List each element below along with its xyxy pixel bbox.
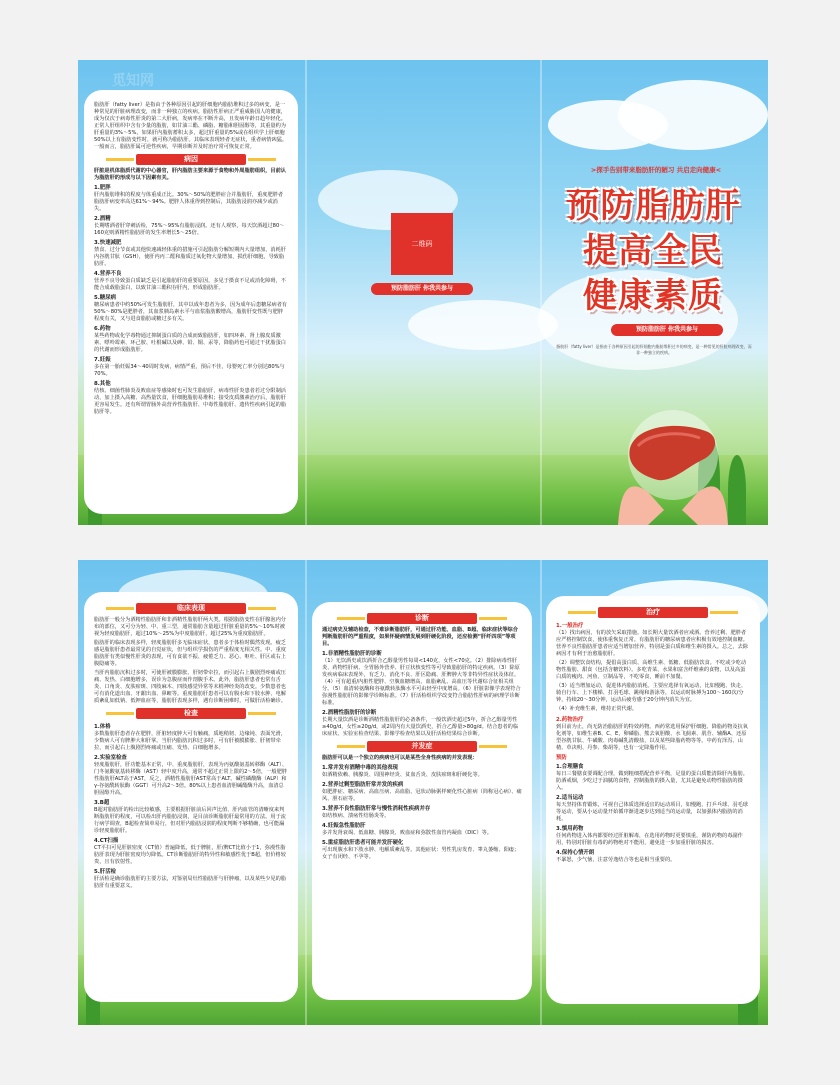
section-item-title: 1.合理膳食 bbox=[556, 764, 584, 770]
cover-small-text: 脂肪肝（fatty liver）是指由于各种原因引起的肝细胞内脂肪堆积过多的病变，是一种常见的肝脏病理改变，而非一种独立的疾病。 bbox=[556, 344, 752, 355]
section-item-title: 8.其他 bbox=[94, 381, 111, 387]
panel-treatment bbox=[546, 596, 760, 1004]
prevention-list bbox=[556, 762, 750, 864]
section-item-text: 肝内脂肪堆积的程度与体重成正比。30%～50%的肥胖症合并脂肪肝，重度肥胖者脂肪肝病变率高达61%～94%。肥胖人体重得到控制后，其脂肪浸润亦减少或消失。 bbox=[94, 192, 284, 212]
cover-title-line3: 健康素质 bbox=[583, 276, 723, 316]
exam-list bbox=[94, 722, 288, 890]
section-item-text: 禁食、过分节食或其他快速减轻体重的措施可引起脂肪分解短期内大量增加，消耗肝内谷胱甘肽（GSH），使肝内丙二醛和脂质过氧化物大量增加，损伤肝细胞，导致脂肪肝。 bbox=[94, 247, 286, 267]
section-item-text: 多并发肾衰竭、低血糖、胰腺炎、败血症和弥散性血管内凝血（DIC）等。 bbox=[322, 830, 492, 836]
brochure-outside bbox=[78, 60, 768, 525]
section-item-text: 如酒精依赖、胰腺炎、周围神经炎、贫血舌炎、皮肤瘀斑和肝硬化等。 bbox=[322, 772, 483, 778]
section-item-title: 2.营养过剩型脂肪肝常并发的疾病 bbox=[322, 782, 404, 788]
section-item-text: 肝活检是确诊脂肪肝的主要方法，对鉴别局灶性脂肪肝与肝肿瘤，以及某些少见的脂肪肝有重要意义。 bbox=[94, 876, 286, 889]
section-item-title: 3.快速减肥 bbox=[94, 240, 122, 246]
cover-title-line1: 预防脂肪肝 bbox=[565, 186, 741, 226]
paragraph: （2）调整饮食结构，提倡高蛋白质、高维生素、低糖、低脂肪饮食。不吃或少吃动物性脂肪、甜食（包括含糖饮料）。多吃青菜、水果和富含纤维素的食物，以及高蛋白质的瘦肉、河鱼、豆制品等，不吃零食，睡前不加餐。 bbox=[556, 660, 747, 680]
intro-text: 脂肪肝（fatty liver）是指由于各种原因引起的肝细胞内脂肪堆积过多的病变，是一种常见的肝脏病理改变，而非一种独立的疾病。脂肪性肝病正严重威胁国人的健康，成为仅次于病毒性肝炎的第二大肝病，发病率在不断升高，且发病年龄日趋年轻化。正常人肝组织中含有少量的脂肪，如甘油三酯、磷脂、糖脂和胆固醇等，其重量约为肝重量的3%～5%，如果肝内脂肪蓄积太多，超过肝重量的5%或在组织学上肝细胞50%以上有脂肪变性时，就可称为脂肪肝。其临床表现轻者无症状，重者病情凶猛。一般而言，脂肪肝属可逆性疾病，早期诊断并及时治疗常可恢复正常。 bbox=[94, 102, 288, 150]
section-item-text: 某些药物或化学毒物通过抑制蛋白质的合成而致脂肪肝，如四环素、肾上腺皮质激素、嘌呤霉素、环己胺、吐根碱以及砷、铅、铜、汞等，降脂药也可通过干扰脂蛋白的代谢而形成脂肪肝。 bbox=[94, 333, 286, 353]
section-item-text: 长期嗜酒者肝穿刺活检，75%～95%有脂肪浸润。还有人观察，每天饮酒超过80～160克则酒精性脂肪肝的发生率增长5～25倍。 bbox=[94, 223, 285, 236]
panel-diagnosis bbox=[312, 602, 532, 1000]
cause-intro: 肝脏是机体脂质代谢的中心器官，肝内脂肪主要来源于食物和外周脂肪组织，目前认为脂肪肝的形成与以下因素有关。 bbox=[94, 168, 286, 181]
section-item-title: 2.实验室检查 bbox=[94, 755, 127, 761]
paragraph: （4）补充维生素，维持正常代谢。 bbox=[556, 706, 638, 712]
section-item-title: 5.肝活检 bbox=[94, 869, 116, 875]
section-item-title: 3.慎用药物 bbox=[556, 826, 584, 832]
section-item-text: 如肥胖症、糖尿病、高血压病、高血脂、冠状动脉粥样硬化性心脏病（简称冠心病）、痛风、胆石症等。 bbox=[322, 789, 522, 802]
section-item-text: CT平扫可见肝脏密度（CT值）普遍降低，低于脾脏，肝/脾CT比值小于1，弥漫性脂肪肝表现为肝脏密度均匀降低。CT诊断脂肪肝的特异性和敏感性优于B超，但价格较贵，且有放射性。 bbox=[94, 845, 286, 865]
complication-lead: 脂肪肝可以是一个独立的疾病也可以是某些全身性疾病的并发表现： bbox=[322, 755, 478, 761]
watermark: 觅知网 bbox=[112, 73, 154, 89]
paragraph: （3）适当增加运动，促进体内脂肪消耗。主要应选择有氧运动，比如慢跑、快走、骑自行车、上下楼梯、打羽毛球、跳绳和游泳等，以运动时脉搏为100～160次/分钟，持续20～30分钟，运动后疲劳感于20分钟内消失为宜。 bbox=[556, 683, 747, 703]
section-item-text: 可出现腹水和下肢水肿、电解质紊乱等。其他症状：男性乳房发育、睾丸萎缩、阳痿；女子有闭经、不孕等。 bbox=[322, 847, 520, 860]
section-item-text: 营养不良导致蛋白质缺乏是引起脂肪肝的重要原因，多见于摄食不足或消化障碍，不能合成载脂蛋白，以致甘油三酯积存肝内，形成脂肪肝。 bbox=[94, 278, 286, 291]
cause-header: 病因 bbox=[136, 154, 246, 165]
treatment-drug-title: 2.药物治疗 bbox=[556, 717, 584, 723]
qr-code bbox=[391, 213, 453, 275]
complication-list bbox=[322, 763, 522, 861]
liver-illustration bbox=[608, 410, 738, 525]
section-item-title: 5.糖尿病 bbox=[94, 295, 116, 301]
section-item-text: 结核、细菌性肺炎及败血症等感染时也可发生脂肪肝，病毒性肝炎患者若过分限制活动，加上摄入高糖、高热量饮食，肝细胞脂肪易堆积；接受皮质激素治疗后，脂肪肝更容易发生。还有所谓胃肠外高营养性脂肪肝、中毒性脂肪肝、遗传性疾病引起的脂肪肝等。 bbox=[94, 388, 286, 415]
section-item-title: 1.肥胖 bbox=[94, 185, 111, 191]
section-item-title: 1.常并发有酒精中毒的其他表现 bbox=[322, 765, 398, 771]
diagnosis-lead: 通过病史及辅助检查，不难诊断脂肪肝，可通过肝功能、血脂、B超、临床症状等综合判断脂肪肝的严重程度，如果怀疑病情发展到肝硬化阶段，还应检测“肝纤四项”等项目。 bbox=[322, 627, 518, 647]
treatment-drug-text: 到目前为止，尚无防治脂肪肝的特效药物。西药常选用保护肝细胞、降脂药物及抗氧化剂等，如维生素B、C、E，卵磷脂、熊去氧胆酸、水飞蓟素、肌苷、辅酶A、还原型谷胱甘肽、牛磺酸、肉毒碱乳清酸盐，以及某些降脂药物等等。中药有泽泻、山楂、草决明、丹参、柴胡等，也有一定降脂作用。 bbox=[556, 724, 748, 751]
cover-title-line2: 提高全民 bbox=[583, 231, 723, 271]
back-slogan: 预防脂肪肝 你我共参与 bbox=[371, 283, 473, 295]
treatment-general-title: 1.一般治疗 bbox=[556, 623, 584, 629]
complication-header: 并发症 bbox=[367, 741, 477, 752]
section-item-title: 4.CT扫描 bbox=[94, 838, 119, 844]
section-item-title: 4.妊娠急性脂肪肝 bbox=[322, 823, 366, 829]
section-item-text: 糖尿病患者中约50%可发生脂肪肝，其中以成年患者为多，因为成年后患糖尿病者有50%～80%是肥胖者，其血浆胰岛素水平与血浆脂肪酸增高，脂肪肝变性既与肥胖程度有关，又与进食脂肪或糖过多有关。 bbox=[94, 302, 288, 322]
section-item-title: 1.非酒精性脂肪肝的诊断 bbox=[322, 651, 382, 657]
cause-list bbox=[94, 183, 288, 416]
prevention-title: 预防 bbox=[556, 755, 567, 761]
panel-intro-causes bbox=[84, 90, 298, 514]
section-item-title: 3.营养不良性脂肪肝常与慢性消耗性疾病并存 bbox=[322, 806, 431, 812]
section-item-text: 每日三餐膳食要调配合理，做到粗细搭配营养平衡，足量的蛋白质能清除肝内脂肪。防酒戒烟，少吃过于油腻的食物，控制脂肪的摄入量，尤其是避免动物性脂肪的摄入。 bbox=[556, 771, 748, 791]
section-item-title: 2.酒精性脂肪肝的诊断 bbox=[322, 710, 377, 716]
clinical-text bbox=[94, 617, 288, 705]
paragraph: 当肝内脂肪沉积过多时，可使肝被膜膨胀、肝韧带牵拉，而引起右上腹剧烈疼痛或压痛、发热、白细胞增多，误诊为急腹症而作剖腹手术。此外，脂肪肝患者也常有舌炎、口角炎、皮肤瘀斑、四肢麻木、四肢感觉异常等末梢神经炎的改变。少数患者也可有消化道出血、牙龈出血、鼻衄等。重度脂肪肝患者可以有腹水和下肢水肿、电解质紊乱如低钠、低钾血症等，脂肪肝表现多样，遇有诊断困难时，可做肝活检确诊。 bbox=[94, 670, 286, 704]
section-item-text: （1）无饮酒史或饮酒折合乙醇量男性每周<140克，女性<70克。（2）排除病毒性肝炎、药物性肝病、全胃肠外营养、肝豆状核变性等可导致脂肪肝的特定疾病。（3）除原发疾病临床表现外，有乏力、消化不良、肝区隐痛、肝脾肿大等非特异性症状及体征。（4）可有超重/内脏性肥胖、空腹血糖增高、血脂紊乱、高血压等代谢综合征相关组分。（5）血清转氨酶和谷氨酰转肽酶水平可由轻至中度增高。（6）肝脏影像学表现符合弥漫性脂肪肝的影像学诊断标准。（7）肝活检组织学改变符合脂肪性肝病的病理学诊断标准。 bbox=[322, 658, 521, 706]
treatment-general-list bbox=[556, 630, 750, 713]
section-item-title: 4.保持心情开朗 bbox=[556, 850, 595, 856]
section-item-text: 不暴怒，少气恼，注意劳逸结合等也是相当重要的。 bbox=[556, 857, 676, 863]
exam-header: 检查 bbox=[136, 708, 246, 719]
section-item-text: 每天坚持体育锻炼，可视自己体质选择适宜的运动项目，如慢跑、打乒乓球、羽毛球等运动，要从小运动量开始循序渐进逐步达到适当的运动量，以加强体内脂肪的消耗。 bbox=[556, 802, 748, 822]
section-item-title: 3.B超 bbox=[94, 800, 110, 806]
cover-tagline: >探手告别带来脂肪肝的陋习 共启走向健康< bbox=[590, 166, 722, 174]
paragraph: 脂肪肝的临床表现多样，轻度脂肪肝多无临床症状，患者多于体检时偶然发现。疲乏感是脂肪肝患者最常见的自觉症状，但与组织学损伤的严重程度无相关性。中、重度脂肪肝有类似慢性肝炎的表现，可有食欲不振、疲倦乏力、恶心、呕吐、肝区或右上腹隐痛等。 bbox=[94, 640, 286, 667]
section-item-text: 如结核病、溃疡性结肠炎等。 bbox=[322, 813, 390, 819]
cover-slogan: 预防脂肪肝 你我共参与 bbox=[611, 324, 723, 336]
section-item-text: 轻度脂肪肝，肝功能基本正常，中、重度脂肪肝，表现为丙氨酸氨基转移酶（ALT）、门冬氨酸氨基转移酶（AST）轻中度升高，通常不超过正常上限的2～5倍，一般肥胖性脂肪肝ALT高于AST，反之，酒精性脂肪肝AST常高于ALT。碱性磷酸酶（ALP）和γ-谷氨酰转肽酶（GGT）可升高2～3倍。80%以上患者血清胆碱酯酶升高，血清总胆固醇升高。 bbox=[94, 762, 288, 796]
treatment-header: 治疗 bbox=[598, 607, 708, 618]
section-item-text: 多数脂肪肝患者存在肥胖，肝脏轻度肿大可有触痛，质地稍韧、边缘钝、表面光滑，少数病人可有脾肿大和肝掌。当肝内脂肪沉积过多时，可有肝被膜膨胀、肝韧带牵拉，而引起右上腹剧烈疼痛或压痛、发热、白细胞增多。 bbox=[94, 731, 286, 751]
paragraph: 脂肪肝一般分为酒精性脂肪肝和非酒精性脂肪肝两大类。根据脂肪变性在肝腺泡内分布的部位，又可分为轻、中、重三型，通常脂肪含量超过肝脏重量的5%～10%时被视为轻度脂肪肝，超过10%～25%为中度脂肪肝，超过25%为重度脂肪肝。 bbox=[94, 617, 286, 637]
section-item-text: B超对脂肪肝的检出比较敏感，主要根据肝脏前后回声比值、肝内血管的清晰度来判断脂肪肝的程度，可以检出肝内脂肪浸润，是目前诊断脂肪肝最常用的方法。用于流行病学调查，B超检查简单易行，但对肝内脂肪浸润的程度判断不够精确，也可能漏诊轻度脂肪肝。 bbox=[94, 807, 286, 834]
section-item-title: 2.适当运动 bbox=[556, 795, 584, 801]
section-item-title: 7.妊娠 bbox=[94, 357, 111, 363]
section-item-title: 1.体格 bbox=[94, 724, 111, 730]
section-item-title: 6.药物 bbox=[94, 326, 111, 332]
qr-label: 二维码 bbox=[411, 240, 433, 248]
paragraph: （1）找出病因，有的放矢采取措施。如长期大量饮酒者应戒酒。营养过剩、肥胖者应严格控制饮食，使体重恢复正常。有脂肪肝的糖尿病患者应积极有效地控制血糖。营养不良性脂肪肝患者应适当增加营养，特别是蛋白质和维生素的摄入。总之，去除病因才有利于治愈脂肪肝。 bbox=[556, 630, 748, 657]
section-item-text: 多在第一胎妊娠34～40周时发病，病情严重，预后不佳，母婴死亡率分别达80%与70%。 bbox=[94, 364, 285, 377]
section-item-title: 4.营养不良 bbox=[94, 271, 122, 277]
section-item-title: 2.酒精 bbox=[94, 216, 111, 222]
section-item-text: 长期大量饮酒是诊断酒精性脂肪肝的必备条件，一般饮酒史超过5年，折合乙醇量男性≥40g/d，女性≥20g/d，或2周内有大量饮酒史，折合乙醇量>80g/d。结合患者的临床症状、实验室检查结果、影像学检查结果以及肝活检结果综合诊断。 bbox=[322, 717, 519, 737]
clinical-header: 临床表现 bbox=[136, 603, 246, 614]
section-item-text: 任何药物进入体内都要经过肝脏解毒，在选用药物时更要慎重，谨防药物的毒副作用，特别对肝脏有毒的药物绝对不能用，避免进一步加重肝脏的损害。 bbox=[556, 833, 743, 846]
diagnosis-list bbox=[322, 649, 522, 738]
brochure-inside bbox=[78, 560, 768, 1025]
panel-clinical-exam bbox=[84, 592, 298, 1002]
diagnosis-header: 诊断 bbox=[367, 613, 477, 624]
section-item-title: 5.重症脂肪肝患者可能并发肝硬化 bbox=[322, 840, 404, 846]
